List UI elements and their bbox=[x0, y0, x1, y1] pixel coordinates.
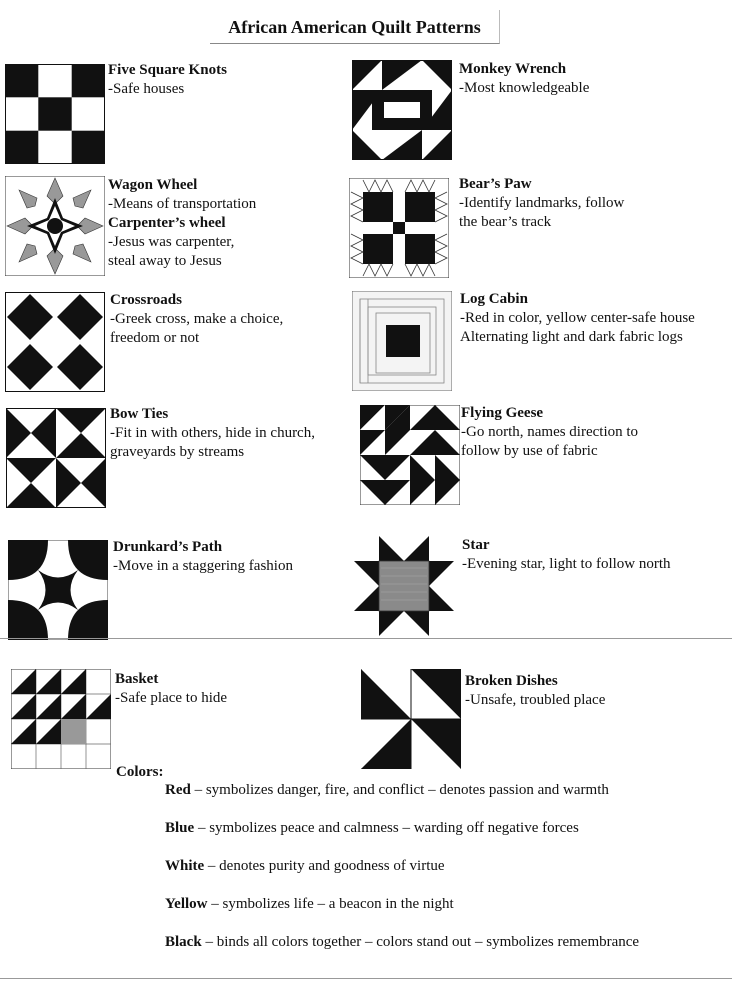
pattern-description bbox=[110, 405, 315, 462]
five-square-knots-quilt-icon bbox=[5, 64, 105, 164]
pattern-meaning: -Red in color, yellow center-safe house bbox=[460, 310, 695, 326]
pattern-meaning: -Greek cross, make a choice, bbox=[110, 311, 284, 327]
wagon-wheel-quilt-icon bbox=[5, 176, 105, 276]
pattern-description bbox=[115, 670, 227, 708]
pattern-meaning: steal away to Jesus bbox=[108, 253, 222, 269]
pattern-name: Broken Dishes bbox=[465, 673, 558, 689]
pattern-description bbox=[465, 672, 605, 710]
flying-geese-quilt-icon bbox=[360, 405, 460, 505]
color-meaning-white bbox=[165, 858, 445, 875]
pattern-meaning: -Identify landmarks, follow bbox=[459, 195, 625, 211]
pattern-name: Log Cabin bbox=[460, 291, 528, 307]
monkey-wrench-quilt-icon bbox=[352, 60, 452, 160]
color-meaning: – symbolizes peace and calmness – warding off negative forces bbox=[194, 820, 579, 836]
pattern-name: Bow Ties bbox=[110, 406, 169, 422]
pattern-name: Star bbox=[462, 537, 490, 553]
pattern-meaning: freedom or not bbox=[110, 330, 200, 346]
pattern-meaning: -Jesus was carpenter, bbox=[108, 234, 235, 250]
pattern-meaning: follow by use of fabric bbox=[461, 443, 598, 459]
basket-quilt-icon bbox=[11, 669, 111, 769]
color-name: Black bbox=[165, 934, 202, 950]
log-cabin-quilt-icon bbox=[352, 291, 452, 391]
crossroads-quilt-icon bbox=[5, 292, 105, 392]
bottom-edge bbox=[0, 978, 732, 979]
pattern-name: Crossroads bbox=[110, 292, 182, 308]
colors-heading: Colors: bbox=[116, 764, 164, 780]
pattern-name: Monkey Wrench bbox=[459, 61, 567, 77]
pattern-name: Basket bbox=[115, 671, 159, 687]
pattern-description bbox=[113, 538, 293, 576]
pattern-name: Flying Geese bbox=[461, 405, 544, 421]
pattern-meaning: -Fit in with others, hide in church, bbox=[110, 425, 315, 441]
color-meaning: – symbolizes danger, fire, and conflict – denotes passion and warmth bbox=[190, 782, 609, 798]
pattern-meaning: -Means of transportation bbox=[108, 196, 257, 212]
pattern-description bbox=[110, 291, 283, 348]
pattern-description bbox=[460, 290, 695, 347]
pattern-meaning: -Safe houses bbox=[108, 81, 185, 97]
color-meaning-yellow bbox=[165, 896, 454, 913]
pattern-meaning: the bear’s track bbox=[459, 214, 552, 230]
pattern-name: Five Square Knots bbox=[108, 62, 227, 78]
star-quilt-icon bbox=[354, 536, 454, 636]
pattern-description bbox=[459, 60, 589, 98]
page-title: African American Quilt Patterns bbox=[210, 10, 500, 44]
pattern-meaning: -Go north, names direction to bbox=[461, 424, 639, 440]
pattern-description bbox=[108, 61, 227, 99]
pattern-description bbox=[461, 404, 638, 461]
pattern-name-alt: Carpenter’s wheel bbox=[108, 215, 226, 231]
color-name: Red bbox=[165, 782, 191, 798]
broken-dishes-quilt-icon bbox=[361, 669, 461, 769]
color-meaning: – binds all colors together – colors stand out – symbolizes remembrance bbox=[201, 934, 640, 950]
color-name: Yellow bbox=[165, 896, 208, 912]
pattern-description bbox=[459, 175, 624, 232]
color-meaning-black bbox=[165, 934, 639, 951]
color-meaning-red bbox=[165, 782, 609, 799]
color-name: White bbox=[165, 858, 205, 874]
pattern-meaning: -Safe place to hide bbox=[115, 690, 228, 706]
pattern-meaning: -Evening star, light to follow north bbox=[462, 556, 671, 572]
pattern-name: Bear’s Paw bbox=[459, 176, 532, 192]
color-meaning-blue bbox=[165, 820, 579, 837]
pattern-description bbox=[108, 176, 256, 271]
pattern-meaning: -Most knowledgeable bbox=[459, 80, 590, 96]
color-meaning: – symbolizes life – a beacon in the night bbox=[207, 896, 454, 912]
pattern-name: Wagon Wheel bbox=[108, 177, 198, 193]
bow-ties-quilt-icon bbox=[6, 408, 106, 508]
pattern-name: Drunkard’s Path bbox=[113, 539, 223, 555]
divider bbox=[0, 638, 732, 639]
color-meaning: – denotes purity and goodness of virtue bbox=[204, 858, 445, 874]
drunkards-path-quilt-icon bbox=[8, 540, 108, 640]
color-name: Blue bbox=[165, 820, 195, 836]
pattern-meaning: -Move in a staggering fashion bbox=[113, 558, 293, 574]
pattern-meaning: graveyards by streams bbox=[110, 444, 245, 460]
pattern-meaning: Alternating light and dark fabric logs bbox=[460, 329, 683, 345]
bears-paw-quilt-icon bbox=[349, 178, 449, 278]
pattern-meaning: -Unsafe, troubled place bbox=[465, 692, 606, 708]
pattern-description bbox=[462, 536, 671, 574]
